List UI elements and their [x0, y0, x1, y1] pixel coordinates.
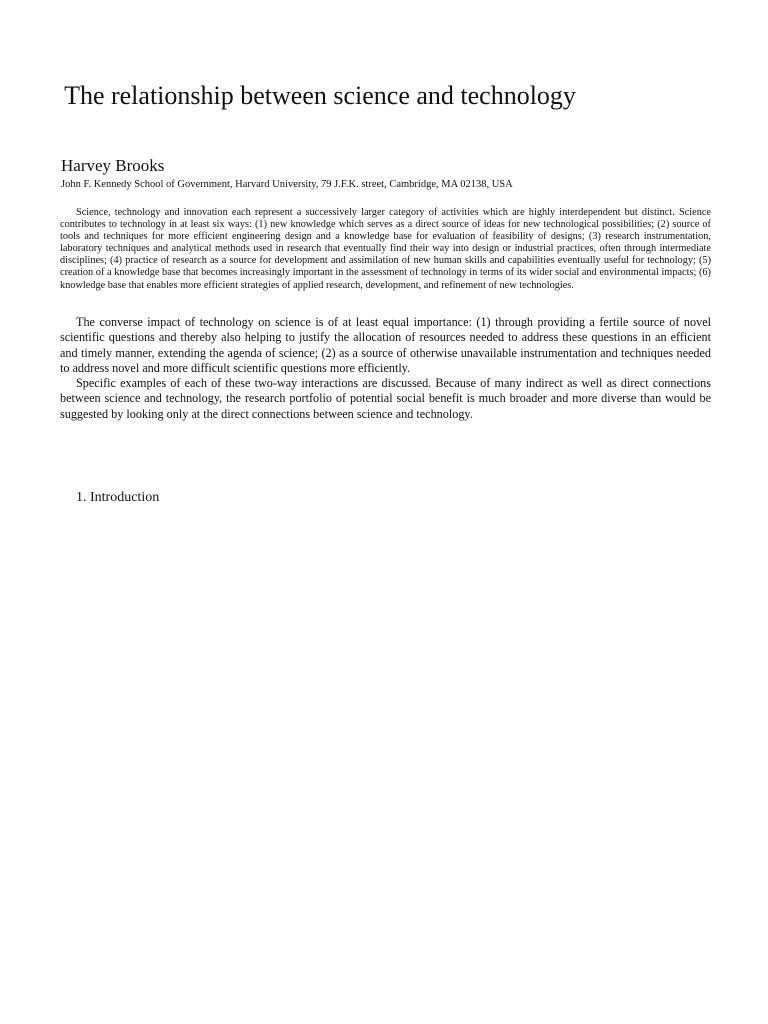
- paper-title: The relationship between science and technology: [64, 81, 576, 110]
- body-paragraph: Specific examples of each of these two-way interactions are discussed. Because of many indirect as well as direct connections between science and technology, the research portfolio of potential social benefit is much broader and more diverse than would be suggested by looking only at the direct connections between science and technology.: [60, 376, 711, 421]
- body-paragraph: The converse impact of technology on science is of at least equal importance: (1) through providing a fertile source of novel scientific questions and thereby also helping to justify the allocation of resources needed to address these questions in an efficient and timely manner, extending the agenda of science; (2) as a source of otherwise unavailable instrumentation and techniques needed to address novel and more difficult scientific questions more efficiently.: [60, 315, 711, 375]
- abstract-text: Science, technology and innovation each represent a successively larger category of activities which are highly interdependent but distinct. Science contributes to technology in at least six ways: (1) new knowledge which serves as a direct source of ideas for new technological possibilities; (2) source of tools and techniques for more efficient engineering design and a knowledge base for evaluation of feasibility of designs; (3) research instrumentation, laboratory techniques and analytical methods used in research that eventually find their way into design or industrial practices, often through intermediate disciplines; (4) practice of research as a source for development and assimilation of new human skills and capabilities eventually useful for technology; (5) creation of a knowledge base that becomes increasingly important in the assessment of technology in terms of its wider social and environmental impacts; (6) knowledge base that enables more efficient strategies of applied research, development, and refinement of new technologies.: [60, 207, 711, 291]
- section-heading: 1. Introduction: [76, 490, 160, 505]
- author-name: Harvey Brooks: [61, 156, 165, 175]
- author-affiliation: John F. Kennedy School of Government, Harvard University, 79 J.F.K. street, Cambridge, MA 02138, USA: [61, 179, 513, 190]
